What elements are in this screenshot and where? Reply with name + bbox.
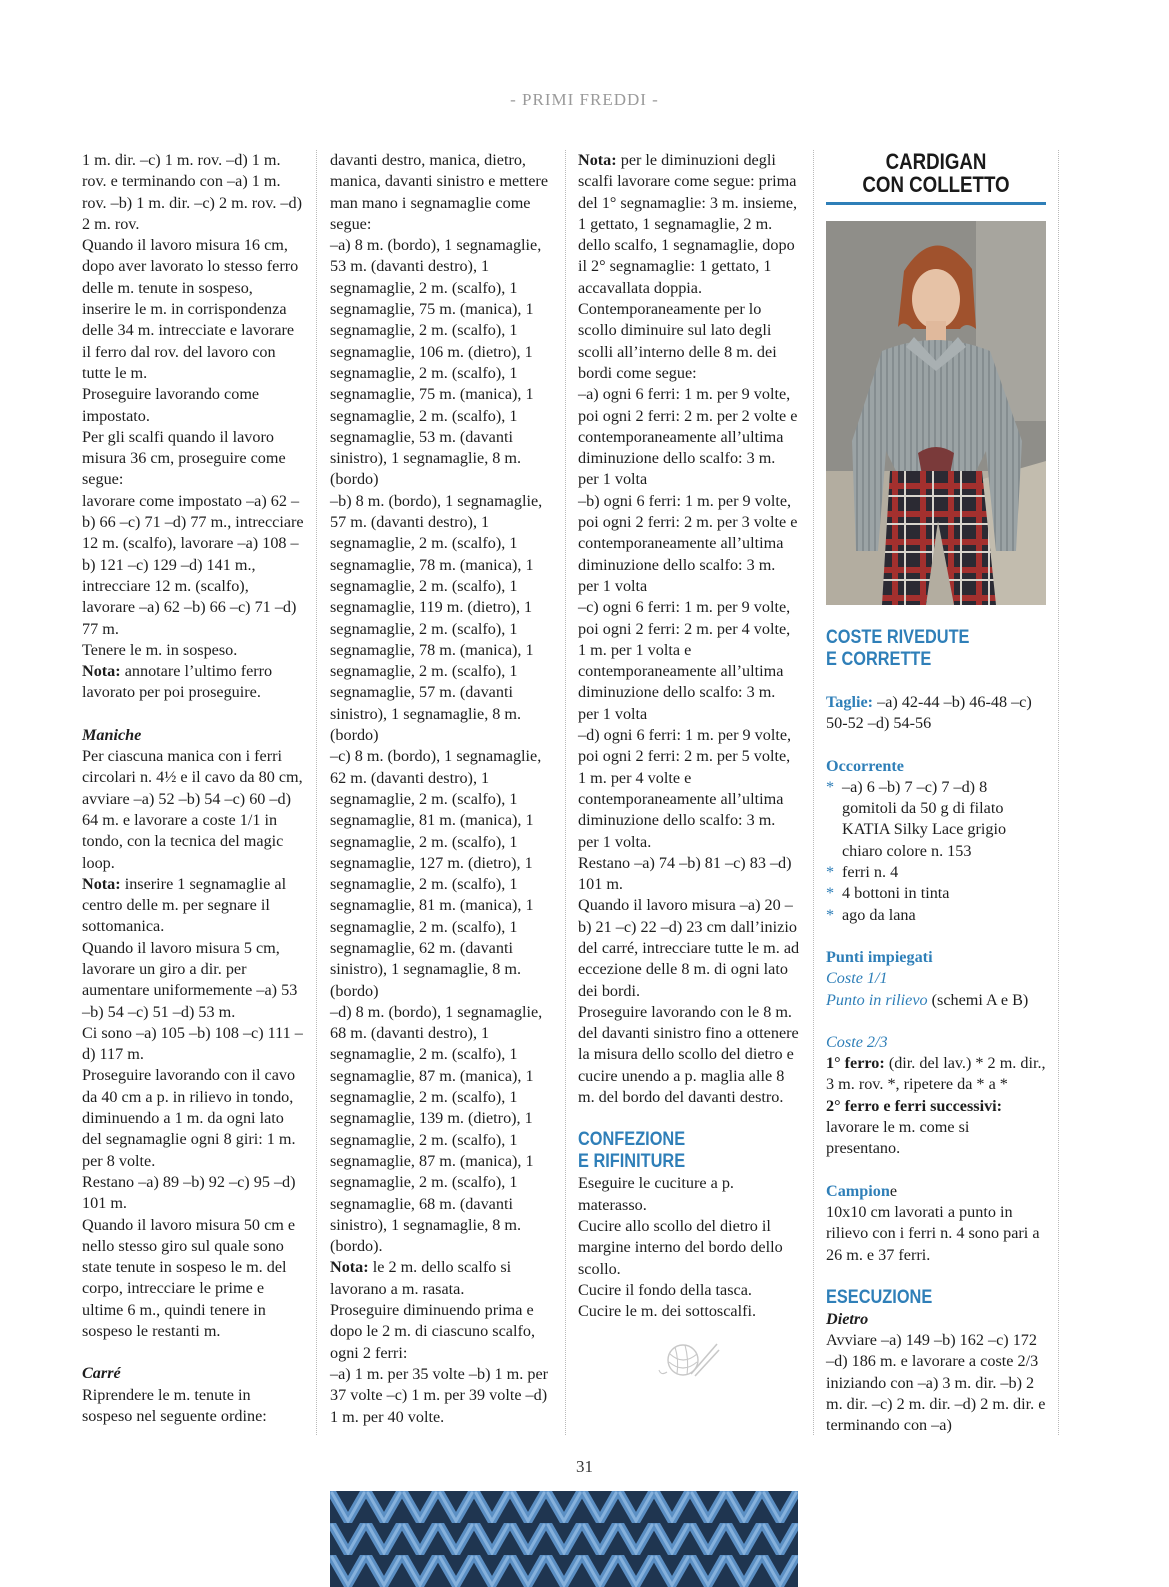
paragraph: –c) 8 m. (bordo), 1 segnamaglie, 62 m. (davanti destro), 1 segnamaglie, 2 m. (scalfo), 1 segnamaglie, 81 m. (manica), 1 segnamaglie, 2 m. (scalfo), 1 segnamaglie, 127 m. (dietro), 1 segnamaglie, 2 m. (scalfo), 1 segnamaglie, 81 m. (manica), 1 segnamaglie, 2 m. (scalfo), 1 segnamaglie, 62 m. (davanti sinistro), 1 segnamaglie, 8 m. (bordo) — [330, 747, 542, 1000]
paragraph: –b) 8 m. (bordo), 1 segnamaglie, 57 m. (davanti destro), 1 segnamaglie, 2 m. (scalfo), 1 segnamaglie, 78 m. (manica), 1 segnamaglie, 2 m. (scalfo), 1 segnamaglie, 119 m. (dietro), 1 segnamaglie, 2 m. (scalfo), 1 segnamaglie, 78 m. (manica), 1 segnamaglie, 2 m. (scalfo), 1 segnamaglie, 57 m. (davanti sinistro), 1 segnamaglie, 8 m. (bordo) — [330, 491, 543, 745]
stitch-name: Punto in rilievo — [826, 990, 928, 1009]
paragraph: 2° ferro e ferri successivi: lavorare le m. come si presentano. — [826, 1096, 1003, 1158]
section-heading-carre: Carré — [82, 1364, 121, 1383]
list-item: * ferri n. 4 — [826, 862, 1046, 883]
paragraph: davanti destro, manica, dietro, manica, davanti sinistro e mettere man mano i segnamaglie come segue: — [330, 151, 549, 233]
list-item: * –a) 6 –b) 7 –c) 7 –d) 8 gomitoli da 50 g di filato KATIA Silky Lace grigio chiaro colore n. 153 — [826, 777, 1007, 860]
materials-heading: Occorrente — [826, 756, 904, 775]
paragraph: Proseguire lavorando con le 8 m. del davanti sinistro fino a ottenere la misura dello scollo del dietro e cucire unendo a p. maglia alle 8 m. del bordo del davanti destro. — [578, 1002, 799, 1107]
paragraph: Restano –a) 89 –b) 92 –c) 95 –d) 101 m. — [82, 1172, 296, 1213]
paragraph: 1 m. dir. –c) 1 m. rov. –d) 1 m. rov. e terminando con –a) 1 m. rov. –b) 1 m. dir. –c) 2 m. rov. –d) 2 m. rov. — [82, 151, 302, 233]
section-heading-esecuzione: ESECUZIONE — [826, 1286, 933, 1308]
paragraph: Quando il lavoro misura –a) 20 –b) 21 –c) 22 –d) 23 cm dall’inizio del carré, intrecciare tutte le m. ad eccezione delle 8 m. di ogni lato dei bordi. — [578, 896, 800, 1000]
column-separator — [316, 150, 317, 1435]
paragraph: Tenere le m. in sospeso. — [82, 640, 238, 659]
info-column — [826, 150, 1046, 1437]
note-paragraph — [330, 1257, 552, 1300]
section-heading-dietro: Dietro — [826, 1309, 869, 1328]
text-column-3 — [578, 150, 800, 1380]
paragraph: Contemporaneamente per lo scollo diminuire sul lato degli scolli all’interno delle 8 m. dei bordi come segue: — [578, 300, 777, 382]
paragraph: 1° ferro: (dir. del lav.) * 2 m. dir., 3 m. rov. *, ripetere da * a * — [826, 1054, 1046, 1094]
paragraph: Ci sono –a) 105 –b) 108 –c) 111 –d) 117 m. — [82, 1023, 303, 1064]
note-label: Nota: — [330, 1258, 369, 1277]
paragraph: Per ciascuna manica con i ferri circolari n. 4½ e il cavo da 80 cm, avviare –a) 52 –b) 54 –c) 60 –d) 64 m. e lavorare a coste 1/1 in tondo, con la tecnica del magic loop. — [82, 747, 303, 872]
gauge-heading: Campione — [826, 1181, 898, 1200]
sizes-text: –a) 42-44 –b) 46-48 –c) 50-52 –d) 54-56 — [826, 693, 1032, 733]
note-paragraph — [82, 661, 304, 704]
paragraph: Per gli scalfi quando il lavoro misura 36 cm, proseguire come segue: — [82, 427, 286, 489]
stitches-heading: Punti impiegati — [826, 947, 933, 966]
paragraph: –d) 8 m. (bordo), 1 segnamaglie, 68 m. (davanti destro), 1 segnamaglie, 2 m. (scalfo), 1 segnamaglie, 87 m. (manica), 1 segnamaglie, 2 m. (scalfo), 1 segnamaglie, 139 m. (dietro), 1 segnamaglie, 2 m. (scalfo), 1 segnamaglie, 87 m. (manica), 1 segnamaglie, 2 m. (scalfo), 1 segnamaglie, 68 m. (davanti sinistro), 1 segnamaglie, 8 m. (bordo). — [330, 1002, 543, 1256]
paragraph: Riprendere le m. tenute in sospeso nel seguente ordine: — [82, 1385, 267, 1425]
paragraph: Proseguire lavorando con il cavo da 40 cm a p. in rilievo in tondo, diminuendo a 1 m. da ogni lato del segnamaglie ogni 8 giri: 1 m. per 8 volte. — [82, 1066, 296, 1170]
section-heading-confezione: CONFEZIONE E RIFINITURE — [578, 1129, 686, 1173]
paragraph: Cucire il fondo della tasca. — [578, 1280, 752, 1299]
sizes-label: Taglie: — [826, 693, 874, 711]
note-label: Nota: — [82, 874, 121, 893]
yarn-ball-icon — [657, 1336, 721, 1380]
column-separator — [813, 150, 814, 1435]
materials-list — [826, 777, 1046, 926]
sizes-paragraph — [826, 692, 1046, 735]
paragraph: Proseguire lavorando come impostato. — [82, 385, 260, 425]
knit-texture-photo — [330, 1491, 798, 1587]
paragraph: –a) 1 m. per 35 volte –b) 1 m. per 37 volte –c) 1 m. per 39 volte –d) 1 m. per 40 volte. — [330, 1364, 549, 1426]
paragraph: –a) ogni 6 ferri: 1 m. per 9 volte, poi ogni 2 ferri: 2 m. per 2 volte e contemporaneamente all’ultima diminuzione dello scalfo: 3 m. per 1 volta — [578, 385, 798, 489]
paragraph: 10x10 cm lavorati a punto in rilievo con i ferri n. 4 sono pari a 26 m. e 37 ferri. — [826, 1202, 1040, 1264]
note-text: per le diminuzioni degli scalfi lavorare come segue: prima del 1° segnamaglie: 3 m. insieme, 1 gettato, 1 segnamaglie, 2 m. dello scalfo, 1 segnamaglie, dopo il 2° segnamaglie: 1 gettato, 1 accavallata doppia. — [578, 151, 798, 297]
paragraph: Avviare –a) 149 –b) 162 –c) 172 –d) 186 m. e lavorare a coste 2/3 iniziando con –a) 3 m. dir. –b) 2 m. dir. –c) 2 m. dir. –d) 2 m. dir. e terminando con –a) — [826, 1331, 1046, 1435]
note-text: inserire 1 segnamaglie al centro delle m. per segnare il sottomanica. — [82, 874, 287, 936]
paragraph: Quando il lavoro misura 50 cm e nello stesso giro sul quale sono state tenute in sospeso le m. del corpo, intrecciare le prime e ultime 6 m., quindi tenere in sospeso le restanti m. — [82, 1215, 296, 1341]
paragraph: Cucire allo scollo del dietro il margine interno del bordo dello scollo. — [578, 1216, 783, 1278]
paragraph: Proseguire diminuendo prima e dopo le 2 m. di ciascuno scalfo, ogni 2 ferri: — [330, 1301, 535, 1362]
note-label: Nota: — [578, 151, 617, 169]
running-head: - PRIMI FREDDI - — [510, 90, 659, 109]
note-text: le 2 m. dello scalfo si lavorano a m. rasata. — [330, 1258, 512, 1298]
stitch-line: Punto in rilievo (schemi A e B) — [826, 990, 1029, 1009]
paragraph: lavorare come impostato –a) 62 –b) 66 –c) 71 –d) 77 m., intrecciare 12 m. (scalfo), lavorare –a) 108 –b) 121 –c) 129 –d) 141 m., intrecciare 12 m. (scalfo), lavorare –a) 62 –b) 66 –c) 71 –d) 77 m. — [82, 491, 304, 638]
paragraph: –b) ogni 6 ferri: 1 m. per 9 volte, poi ogni 2 ferri: 2 m. per 3 volte e contemporaneamente all’ultima diminuzione dello scalfo: 3 m. per 1 volta — [578, 491, 798, 595]
paragraph: –c) ogni 6 ferri: 1 m. per 9 volte, poi ogni 2 ferri: 2 m. per 4 volte, 1 m. per 1 volta e contemporaneamente all’ultima diminuzione dello scalfo: 3 m. per 1 volta — [578, 598, 791, 723]
section-heading-coste: COSTE RIVEDUTE E CORRETTE — [826, 627, 970, 670]
text-column-1 — [82, 150, 304, 1427]
title-underline — [826, 202, 1046, 205]
stitch-name: Coste 1/1 — [826, 969, 888, 988]
paragraph: Eseguire le cuciture a p. materasso. — [578, 1174, 734, 1214]
paragraph: –d) ogni 6 ferri: 1 m. per 9 volte, poi ogni 2 ferri: 2 m. per 5 volte, 1 m. per 4 volte e contemporaneamente all’ultima diminuzione dello scalfo: 3 m. per 1 volta. — [578, 726, 792, 851]
column-separator — [1058, 150, 1059, 1435]
note-text: annotare l’ultimo ferro lavorato per poi proseguire. — [82, 662, 273, 702]
section-heading-maniche: Maniche — [82, 725, 142, 744]
paragraph: Quando il lavoro misura 5 cm, lavorare un giro a dir. per aumentare uniformemente –a) 53 –b) 54 –c) 51 –d) 53 m. — [82, 938, 298, 1021]
note-paragraph — [578, 150, 800, 299]
bullet-star-icon: * — [826, 884, 835, 903]
stitch-subheading: Coste 2/3 — [826, 1032, 888, 1051]
list-item: * 4 bottoni in tinta — [826, 883, 1046, 904]
model-photo — [826, 221, 1046, 605]
page-number: 31 — [576, 1457, 593, 1476]
paragraph: Cucire le m. dei sottoscalfi. — [578, 1302, 757, 1321]
note-label: Nota: — [82, 662, 121, 681]
bullet-star-icon: * — [826, 905, 835, 924]
paragraph: –a) 8 m. (bordo), 1 segnamaglie, 53 m. (davanti destro), 1 segnamaglie, 2 m. (scalfo), 1 segnamaglie, 75 m. (manica), 1 segnamaglie, 2 m. (scalfo), 1 segnamaglie, 106 m. (dietro), 1 segnamaglie, 2 m. (scalfo), 1 segnamaglie, 75 m. (manica), 1 segnamaglie, 2 m. (scalfo), 1 segnamaglie, 53 m. (davanti sinistro), 1 segnamaglie, 8 m. (bordo) — [330, 236, 542, 489]
paragraph: Restano –a) 74 –b) 81 –c) 83 –d) 101 m. — [578, 853, 792, 894]
list-item: * ago da lana — [826, 905, 1046, 926]
paragraph: Quando il lavoro misura 16 cm, dopo aver lavorato lo stesso ferro delle m. tenute in sospeso, inserire le m. in corrispondenza delle 34 m. intrecciate e lavorare il ferro dal rov. del lavoro con tutte le m. — [82, 236, 299, 382]
note-paragraph — [82, 874, 304, 938]
knit-texture-illustration — [330, 1491, 798, 1587]
bullet-star-icon: * — [826, 777, 835, 796]
text-column-2 — [330, 150, 552, 1428]
model-photo-illustration — [826, 221, 1046, 605]
bullet-star-icon: * — [826, 863, 835, 882]
article-title: CARDIGAN CON COLLETTO — [862, 149, 1010, 197]
column-separator — [565, 150, 566, 1435]
